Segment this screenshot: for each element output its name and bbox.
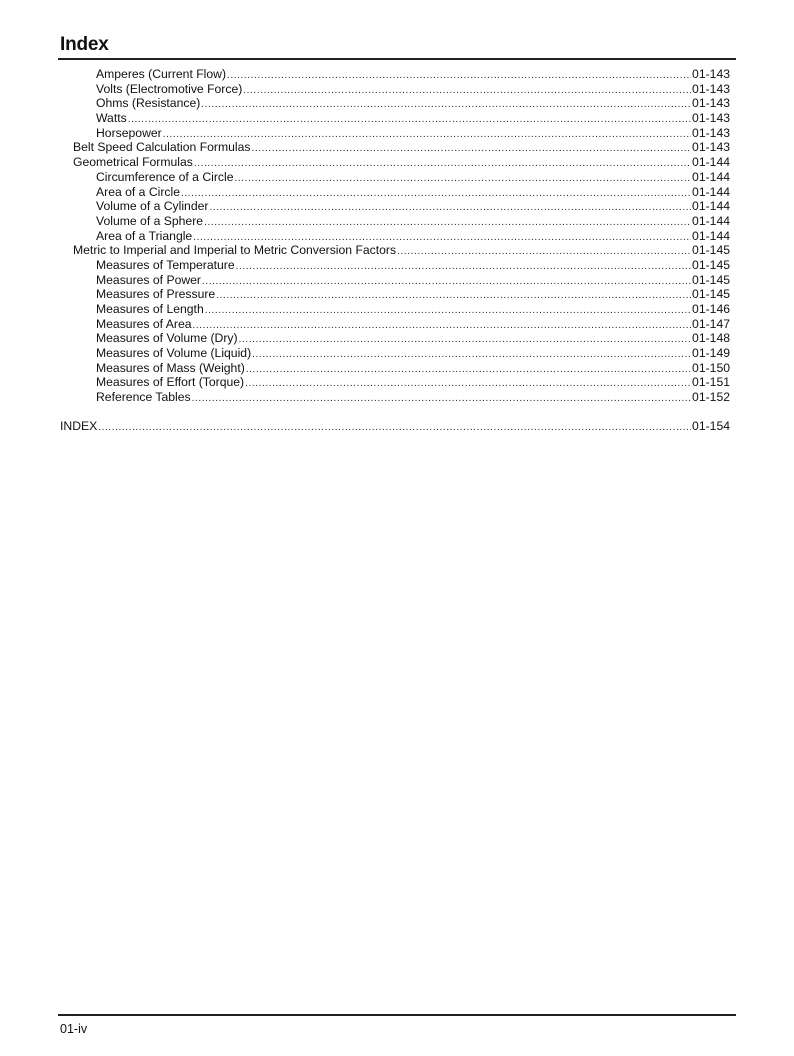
index-entry[interactable] <box>60 82 730 97</box>
index-entry-label: Measures of Volume (Dry) <box>96 331 238 346</box>
index-entry-page: 01-145 <box>692 272 730 287</box>
index-entry[interactable] <box>60 229 730 244</box>
index-entry-page: 01-152 <box>692 390 730 405</box>
index-entry-label: Volts (Electromotive Force) <box>96 81 243 96</box>
page-number: 01-iv <box>60 1022 88 1036</box>
dot-leader <box>397 243 691 258</box>
index-entry[interactable] <box>60 199 730 214</box>
index-entry-page: 01-148 <box>692 331 730 346</box>
index-entry-label: Metric to Imperial and Imperial to Metric Conversion Factors <box>73 243 397 258</box>
dot-leader <box>252 140 692 155</box>
index-entry-page: 01-147 <box>692 316 730 331</box>
index-entry-label: Measures of Length <box>96 302 204 316</box>
index-entry-label: Measures of Volume (Liquid) <box>96 346 252 361</box>
dot-leader <box>205 302 691 317</box>
index-entry[interactable] <box>60 273 730 288</box>
index-entry-page: 01-145 <box>692 257 730 272</box>
dot-leader <box>216 287 691 302</box>
index-entry-label: Measures of Effort (Torque) <box>96 375 245 390</box>
dot-leader <box>252 346 691 361</box>
index-entry-label: Geometrical Formulas <box>73 155 193 170</box>
index-entry-page: 01-151 <box>692 375 730 390</box>
dot-leader <box>194 155 691 170</box>
index-entry-label: Reference Tables <box>96 390 191 405</box>
dot-leader <box>98 419 691 434</box>
index-entry-page: 01-149 <box>692 346 730 361</box>
index-entry[interactable] <box>60 67 730 82</box>
index-entry-label: Volume of a Cylinder <box>96 199 209 214</box>
index-entry[interactable] <box>60 419 730 434</box>
dot-leader <box>236 258 691 273</box>
index-entry-label: Area of a Circle <box>96 184 180 199</box>
dot-leader <box>181 185 691 200</box>
index-entry-page: 01-144 <box>692 199 730 214</box>
title-divider <box>58 58 736 60</box>
index-entry-page: 01-144 <box>692 184 730 199</box>
dot-leader <box>239 331 691 346</box>
dot-leader <box>201 96 691 111</box>
dot-leader <box>193 317 692 332</box>
dot-leader <box>193 229 691 244</box>
dot-leader <box>204 214 691 229</box>
index-entry[interactable] <box>60 214 730 229</box>
index-entry-label: Measures of Mass (Weight) <box>96 360 245 375</box>
index-entry-page: 01-143 <box>692 67 730 81</box>
dot-leader <box>243 82 691 97</box>
index-entry-page: 01-143 <box>692 96 730 111</box>
index-entry[interactable] <box>60 140 730 155</box>
dot-leader <box>245 375 691 390</box>
index-entry[interactable] <box>60 302 730 317</box>
index-entry[interactable] <box>60 375 730 390</box>
dot-leader <box>235 170 692 185</box>
index-entry-label: Amperes (Current Flow) <box>96 67 227 81</box>
index-entry-label: Horsepower <box>96 125 162 140</box>
index-entry-page: 01-143 <box>692 81 730 96</box>
index-entry-page: 01-145 <box>692 243 730 258</box>
index-entry-page: 01-144 <box>692 155 730 170</box>
index-entry-label: Belt Speed Calculation Formulas <box>73 140 251 155</box>
index-entry-label: Measures of Area <box>96 316 192 331</box>
index-entry-label: Measures of Pressure <box>96 287 216 302</box>
index-entry[interactable] <box>60 287 730 302</box>
dot-leader <box>246 361 691 376</box>
index-entry[interactable] <box>60 390 730 405</box>
index-entry[interactable] <box>60 96 730 111</box>
index-entry-page: 01-143 <box>692 140 730 155</box>
index-entry[interactable] <box>60 361 730 376</box>
index-entry[interactable] <box>60 258 730 273</box>
index-entry-page: 01-143 <box>692 111 730 126</box>
dot-leader <box>202 273 691 288</box>
index-entry-label: Volume of a Sphere <box>96 213 204 228</box>
index-entry-label: Area of a Triangle <box>96 228 193 243</box>
dot-leader <box>192 390 691 405</box>
dot-leader <box>227 67 691 82</box>
index-entry-page: 01-144 <box>692 228 730 243</box>
page-title: Index <box>60 34 109 55</box>
index-entry-label: Measures of Power <box>96 272 201 287</box>
index-entry-page: 01-150 <box>692 360 730 375</box>
dot-leader <box>209 199 691 214</box>
index-entry-label: Measures of Temperature <box>96 257 235 272</box>
index-entry-label: Ohms (Resistance) <box>96 96 201 111</box>
dot-leader <box>128 111 691 126</box>
index-entry-page: 01-154 <box>692 418 730 433</box>
index-list <box>60 67 730 434</box>
index-entry[interactable] <box>60 346 730 361</box>
footer-divider <box>58 1014 736 1016</box>
index-entry[interactable] <box>60 185 730 200</box>
index-entry[interactable] <box>60 170 730 185</box>
index-entry[interactable] <box>60 331 730 346</box>
index-entry-page: 01-146 <box>692 302 730 316</box>
index-entry-page: 01-144 <box>692 213 730 228</box>
index-entry[interactable] <box>60 317 730 332</box>
index-entry-label: Circumference of a Circle <box>96 169 234 184</box>
index-entry-page: 01-145 <box>692 287 730 302</box>
index-entry-label: Watts <box>96 111 127 126</box>
dot-leader <box>163 126 691 141</box>
index-entry[interactable] <box>60 126 730 141</box>
index-entry-page: 01-143 <box>692 125 730 140</box>
index-entry-label: INDEX <box>60 418 98 433</box>
index-entry[interactable] <box>60 111 730 126</box>
index-entry-page: 01-144 <box>692 169 730 184</box>
index-entry[interactable] <box>60 243 730 258</box>
index-entry[interactable] <box>60 155 730 170</box>
